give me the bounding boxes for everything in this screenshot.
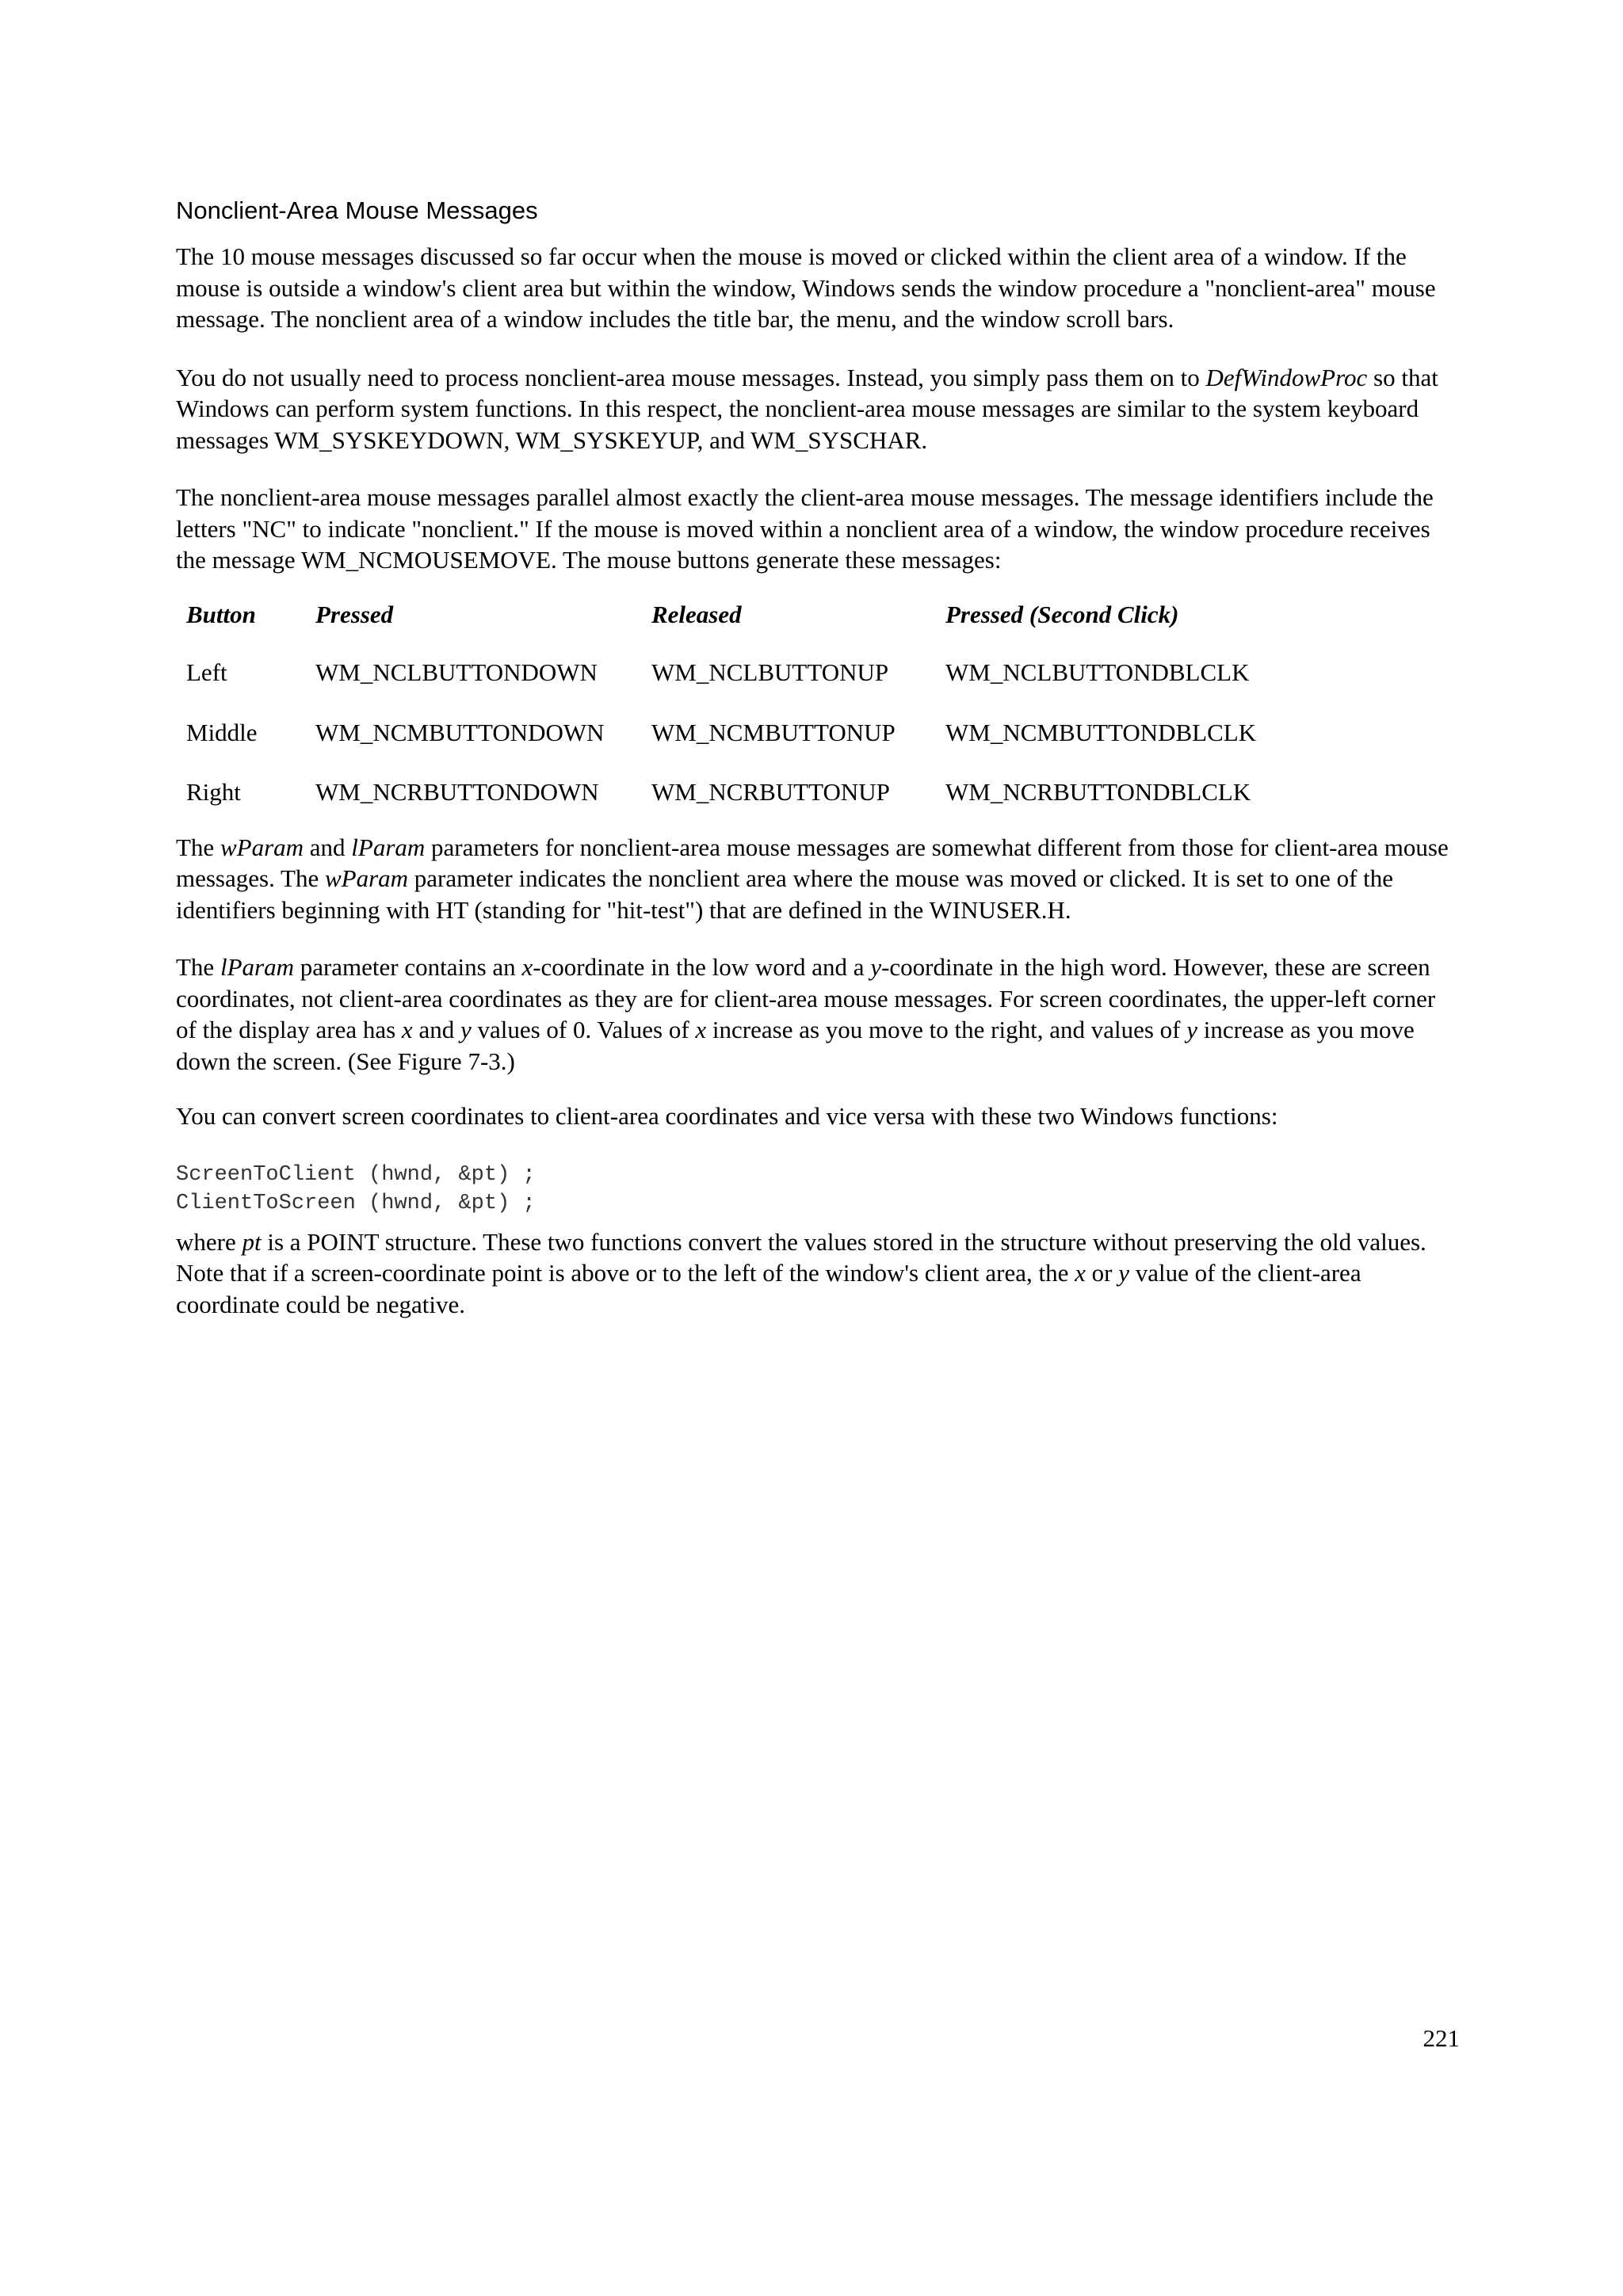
cell-button: Right — [186, 778, 241, 806]
paragraph-point-structure — [176, 1226, 1460, 1321]
cell-double-click: WM_NCMBUTTONDBLCLK — [945, 718, 1257, 746]
cell-released: WM_NCLBUTTONUP — [651, 658, 889, 686]
text-run: increase as you move to the right, and values of — [706, 1016, 1187, 1043]
text-run: parameter indicates the nonclient area where the mouse was moved or clicked. It is set to one of the identifiers beginning with HT (standing for "hit-test") that are defined in the WINUSER.H. — [176, 864, 1394, 924]
text-run: or — [1085, 1259, 1119, 1287]
table-header-row — [176, 599, 1342, 658]
emphasis-y: y — [1186, 1016, 1197, 1043]
emphasis-x: x — [401, 1016, 413, 1043]
cell-pressed-text: WM_NCLBUTTONDOWN — [315, 658, 598, 686]
emphasis-y: y — [460, 1016, 472, 1043]
section-heading: Nonclient-Area Mouse Messages — [176, 196, 538, 224]
emphasis-wparam: wParam — [220, 833, 304, 861]
text-run: -coordinate in the high word. However, these are screen coordinates, not client-area coordinates as they are for client-area mouse messages. For screen coordinates, the upper-left corner of the display area has — [176, 953, 1436, 1043]
text-run: -coordinate in the low word and a — [533, 953, 871, 981]
text-run: You do not usually need to process nonclient-area mouse messages. Instead, you simply pass them on to — [176, 363, 1206, 391]
emphasis-lparam: lParam — [351, 833, 426, 861]
emphasis-defwindowproc: DefWindowProc — [1205, 363, 1368, 391]
table-row — [176, 717, 1342, 777]
cell-double-click: WM_NCRBUTTONDBLCLK — [945, 778, 1251, 806]
text-run: values of 0. Values of — [471, 1016, 696, 1043]
emphasis-x: x — [1075, 1259, 1086, 1287]
paragraph-nc-messages: The nonclient-area mouse messages parallel almost exactly the client-area mouse messages. The message identifiers include the letters "NC" to indicate "nonclient." If the mouse is moved within a nonclient area of a window, the window procedure receives the message WM_NCMOUSEMOVE. The mouse buttons generate these messages: — [176, 483, 1434, 574]
code-line-clienttoscreen: ClientToScreen (hwnd, &pt) ; — [176, 1191, 536, 1215]
paragraph-convert-intro: You can convert screen coordinates to client-area coordinates and vice versa with these two Windows functions: — [176, 1102, 1278, 1130]
text-run: increase as you move down the screen. (See Figure 7-3.) — [176, 1016, 1415, 1075]
cell-pressed-text: WM_NCRBUTTONDOWN — [315, 778, 599, 806]
emphasis-x: x — [521, 953, 533, 981]
cell-pressed-text: WM_NCMBUTTONDOWN — [315, 718, 605, 746]
document-page — [176, 195, 1460, 1350]
header-pressed-second-click: Pressed (Second Click) — [945, 600, 1179, 628]
text-run: parameter contains an — [293, 953, 522, 981]
text-run: is a POINT structure. These two functions convert the values stored in the structure without preserving the old values. Note that if a screen-coordinate point is above or to the left of the window's client area, the — [176, 1227, 1426, 1287]
page-number: 221 — [1423, 2024, 1460, 2052]
emphasis-wparam: wParam — [324, 864, 409, 892]
text-run: parameters for nonclient-area mouse messages are somewhat different from those for client-area mouse messages. The — [176, 833, 1449, 892]
paragraph-defwindowproc — [176, 362, 1460, 456]
emphasis-x: x — [695, 1016, 707, 1043]
text-run: The — [176, 953, 220, 981]
text-run: value of the client-area coordinate could be negative. — [176, 1259, 1361, 1318]
header-pressed: Pressed — [315, 600, 394, 628]
text-run: and — [412, 1016, 460, 1043]
paragraph-wparam-lparam — [176, 832, 1460, 926]
cell-double-click: WM_NCLBUTTONDBLCLK — [945, 658, 1250, 686]
cell-button: Left — [186, 658, 227, 686]
cell-released: WM_NCMBUTTONUP — [651, 718, 896, 746]
code-block — [176, 1161, 1460, 1218]
table-row — [176, 776, 1342, 808]
text-run: where — [176, 1227, 242, 1256]
mouse-messages-table — [176, 599, 1342, 808]
paragraph-intro: The 10 mouse messages discussed so far occur when the mouse is moved or clicked within the client area of a window. If the mouse is outside a window's client area but within the window, Windows sends the window procedure a "nonclient-area" mouse message. The nonclient area of a window includes the title bar, the menu, and the window scroll bars. — [176, 242, 1436, 333]
emphasis-y: y — [1118, 1259, 1129, 1287]
emphasis-y: y — [870, 953, 882, 981]
code-line-screentoclient: ScreenToClient (hwnd, &pt) ; — [176, 1162, 536, 1187]
cell-released: WM_NCRBUTTONUP — [651, 778, 890, 806]
text-run: so that Windows can perform system functions. In this respect, the nonclient-area mouse messages are similar to the system keyboard messages WM_SYSKEYDOWN, WM_SYSKEYUP, and WM_SYSCHAR. — [176, 363, 1438, 454]
emphasis-lparam: lParam — [220, 953, 294, 981]
paragraph-screen-coordinates — [176, 952, 1460, 1077]
text-run: The — [176, 833, 220, 861]
cell-pressed — [315, 657, 651, 717]
text-run: and — [304, 833, 352, 861]
cell-pressed — [315, 776, 651, 808]
emphasis-pt: pt — [242, 1227, 262, 1256]
cell-button: Middle — [186, 718, 258, 746]
table-row — [176, 657, 1342, 717]
header-released: Released — [651, 600, 742, 628]
header-button: Button — [186, 600, 256, 628]
cell-pressed — [315, 717, 651, 777]
